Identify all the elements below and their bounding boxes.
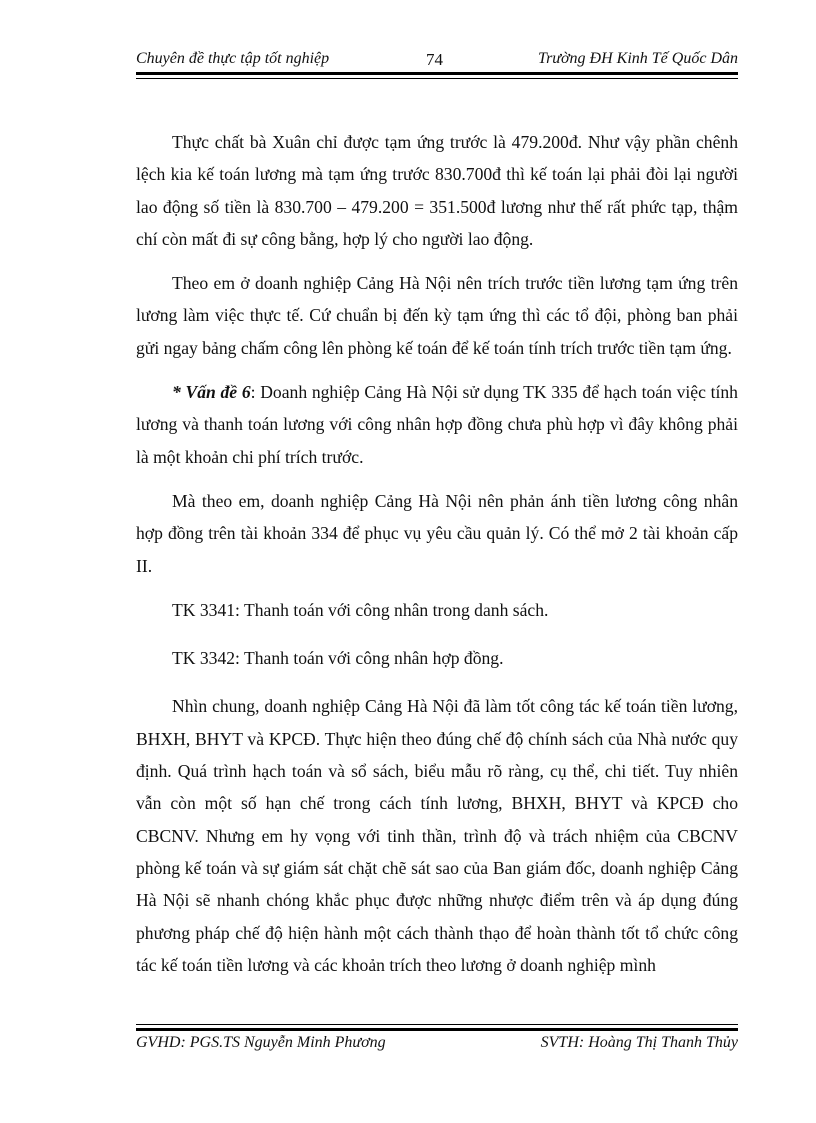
footer-supervisor: GVHD: PGS.TS Nguyễn Minh Phương [136, 1034, 386, 1051]
paragraph-advance-salary-example: Thực chất bà Xuân chỉ được tạm ứng trước là 479.200đ. Như vậy phần chênh lệch kia kế toán lương mà tạm ứng trước 830.700đ thì kế toán lại phải đòi lại người lao động số tiền là 830.700 – 479.200 = 351.500đ lương như thế rất phức tạp, thậm chí còn mất đi sự công bằng, hợp lý cho người lao động. [136, 132, 738, 249]
paragraph-account-334: Mà theo em, doanh nghiệp Cảng Hà Nội nên phản ánh tiền lương công nhân hợp đồng trên tài khoản 334 để phục vụ yêu cầu quản lý. Có thể mở 2 tài khoản cấp II. [136, 490, 738, 576]
page-body [136, 126, 738, 993]
issue-6-heading: Vấn đề 6 [185, 382, 251, 403]
issue-6-body: : Doanh nghiệp Cảng Hà Nội sử dụng TK 335 để hạch toán việc tính lương và thanh toán lương với công nhân hợp đồng chưa phù hợp vì đây không phải là một khoản chi phí trích trước. [136, 382, 738, 467]
paragraph-tk-3342: TK 3342: Thanh toán với công nhân hợp đồng. [172, 648, 504, 669]
paragraph-advance-recommendation: Theo em ở doanh nghiệp Cảng Hà Nội nên trích trước tiền lương tạm ứng trên lương làm việc thực tế. Cứ chuẩn bị đến kỳ tạm ứng thì các tổ đội, phòng ban phải gửi ngay bảng chấm công lên phòng kế toán để kế toán tính trích trước tiền tạm ứng. [136, 273, 738, 358]
footer-student: SVTH: Hoàng Thị Thanh Thủy [540, 1034, 738, 1051]
page-number: 74 [426, 50, 443, 69]
footer-rule [136, 1024, 738, 1031]
header-university: Trường ĐH Kinh Tế Quốc Dân [538, 50, 738, 67]
issue-prefix: * [172, 382, 186, 403]
header-rule [136, 72, 738, 79]
paragraph-issue-6 [136, 376, 738, 473]
page-footer [136, 1034, 738, 1058]
paragraph-conclusion: Nhìn chung, doanh nghiệp Cảng Hà Nội đã làm tốt công tác kế toán tiền lương, BHXH, BHYT và KPCĐ. Thực hiện theo đúng chế độ chính sách của Nhà nước quy định. Quá trình hạch toán và sổ sách, biểu mẫu rõ ràng, cụ thể, chi tiết. Tuy nhiên vẫn còn một số hạn chế trong cách tính lương, BHXH, BHYT và KPCĐ cho CBCNV. Nhưng em hy vọng với tinh thần, trình độ và trách nhiệm của CBCNV phòng kế toán và sự giám sát chặt chẽ sát sao của Ban giám đốc, doanh nghiệp Cảng Hà Nội sẽ nhanh chóng khắc phục được những nhược điểm trên và áp dụng đúng phương pháp chế độ hiện hành một cách thành thạo để hoàn thành tốt tổ chức công tác kế toán tiền lương và các khoản trích theo lương ở doanh nghiệp mình [136, 696, 738, 975]
page-header [136, 48, 738, 74]
header-report-title: Chuyên đề thực tập tốt nghiệp [136, 50, 330, 67]
paragraph-tk-3341: TK 3341: Thanh toán với công nhân trong danh sách. [172, 599, 549, 620]
